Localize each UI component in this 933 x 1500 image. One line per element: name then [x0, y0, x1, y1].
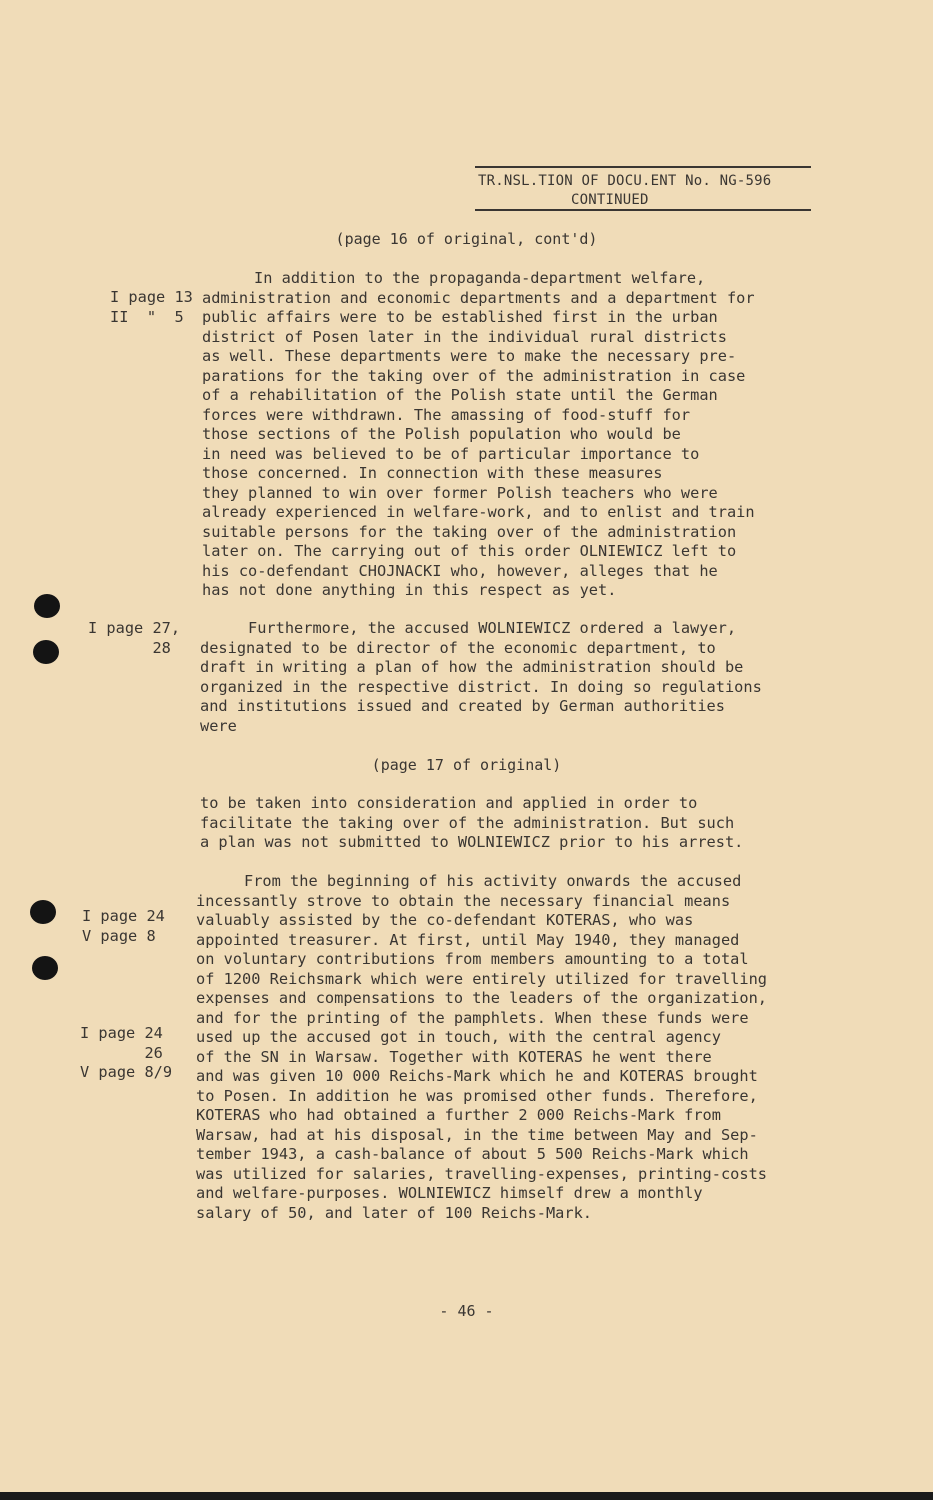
- header-rule-top: [475, 166, 811, 168]
- paragraph-1: [202, 269, 755, 601]
- paragraph-line: used up the accused got in touch, with the central agency: [196, 1028, 721, 1046]
- punch-hole: [34, 594, 60, 618]
- paragraph-line: In addition to the propaganda-department welfare,: [254, 269, 706, 287]
- margin-note-1: I page 13 II " 5: [110, 288, 193, 326]
- paragraph-line: Warsaw, had at his disposal, in the time between May and Sep-: [196, 1125, 758, 1144]
- paragraph-line: tember 1943, a cash-balance of about 5 500 Reichs-Mark which: [196, 1145, 749, 1163]
- paragraph-line: they planned to win over former Polish teachers who were: [202, 483, 718, 502]
- paragraph-line: and institutions issued and created by German authorities: [200, 697, 725, 715]
- page-reference-17: (page 17 of original): [371, 756, 562, 774]
- paragraph-line: expenses and compensations to the leaders of the organization,: [196, 989, 767, 1007]
- punch-hole: [32, 956, 58, 980]
- paragraph-line: public affairs were to be established first in the urban: [202, 308, 718, 326]
- paragraph-line: a plan was not submitted to WOLNIEWICZ prior to his arrest.: [200, 833, 744, 851]
- paragraph-line: designated to be director of the economic department, to: [200, 638, 716, 657]
- punch-hole: [33, 640, 59, 664]
- paragraph-4: [196, 872, 767, 1223]
- paragraph-line: to be taken into consideration and applied in order to: [200, 794, 698, 812]
- paragraph-line: those sections of the Polish population who would be: [202, 425, 681, 443]
- paragraph-line: organized in the respective district. In doing so regulations: [200, 677, 762, 696]
- paragraph-line: suitable persons for the taking over of the administration: [202, 522, 737, 541]
- paragraph-line: draft in writing a plan of how the administration should be: [200, 658, 744, 676]
- paragraph-line: forces were withdrawn. The amassing of food-stuff for: [202, 405, 691, 424]
- paragraph-line: and was given 10 000 Reichs-Mark which he and KOTERAS brought: [196, 1067, 758, 1085]
- paragraph-line: facilitate the taking over of the administration. But such: [200, 813, 735, 832]
- paragraph-line: already experienced in welfare-work, and to enlist and train: [202, 503, 755, 521]
- paragraph-line: later on. The carrying out of this order OLNIEWICZ left to: [202, 542, 737, 560]
- paragraph-line: on voluntary contributions from members amounting to a total: [196, 950, 749, 968]
- header-rule-bottom: [475, 209, 811, 211]
- paragraph-3: [200, 794, 743, 853]
- paragraph-line: KOTERAS who had obtained a further 2 000 Reichs-Mark from: [196, 1106, 721, 1124]
- paragraph-line: has not done anything in this respect as yet.: [202, 581, 617, 599]
- paragraph-line: and welfare-purposes. WOLNIEWICZ himself drew a monthly: [196, 1184, 703, 1202]
- paragraph-line: From the beginning of his activity onwards the accused: [244, 872, 742, 890]
- page-number: - 46 -: [439, 1302, 494, 1320]
- punch-hole: [30, 900, 56, 924]
- paragraph-line: as well. These departments were to make the necessary pre-: [202, 347, 737, 365]
- paragraph-line: and for the printing of the pamphlets. When these funds were: [196, 1008, 749, 1027]
- margin-note-2: I page 27, 28: [88, 619, 181, 657]
- paragraph-line: those concerned. In connection with these measures: [202, 464, 663, 482]
- paragraph-line: in need was believed to be of particular importance to: [202, 444, 700, 463]
- paragraph-line: incessantly strove to obtain the necessary financial means: [196, 891, 731, 910]
- paragraph-line: administration and economic departments and a department for: [202, 288, 755, 307]
- paragraph-line: his co-defendant CHOJNACKI who, however, alleges that he: [202, 561, 718, 580]
- document-title: TR.NSL.TION OF DOCU.ENT No. NG-596: [478, 173, 772, 189]
- paragraph-line: were: [200, 716, 237, 735]
- paragraph-2: [200, 619, 762, 736]
- paragraph-line: was utilized for salaries, travelling-expenses, printing-costs: [196, 1164, 767, 1183]
- paragraph-line: appointed treasurer. At first, until May 1940, they managed: [196, 930, 740, 949]
- paragraph-line: parations for the taking over of the administration in case: [202, 366, 746, 385]
- paragraph-line: of the SN in Warsaw. Together with KOTERAS he went there: [196, 1047, 712, 1066]
- margin-note-4: I page 24 26 V page 8/9: [80, 1024, 173, 1081]
- paragraph-line: district of Posen later in the individual rural districts: [202, 327, 727, 346]
- scan-bottom-edge: [0, 1492, 933, 1500]
- paragraph-line: of 1200 Reichsmark which were entirely utilized for travelling: [196, 969, 767, 988]
- paragraph-line: to Posen. In addition he was promised other funds. Therefore,: [196, 1086, 758, 1105]
- paragraph-line: Furthermore, the accused WOLNIEWICZ ordered a lawyer,: [248, 619, 737, 637]
- paragraph-line: valuably assisted by the co-defendant KOTERAS, who was: [196, 911, 694, 929]
- document-subtitle: CONTINUED: [571, 192, 649, 208]
- margin-note-3: I page 24 V page 8: [82, 907, 165, 945]
- page-reference-16: (page 16 of original, cont'd): [335, 230, 598, 248]
- paragraph-line: of a rehabilitation of the Polish state until the German: [202, 386, 718, 404]
- paragraph-line: salary of 50, and later of 100 Reichs-Mark.: [196, 1203, 593, 1222]
